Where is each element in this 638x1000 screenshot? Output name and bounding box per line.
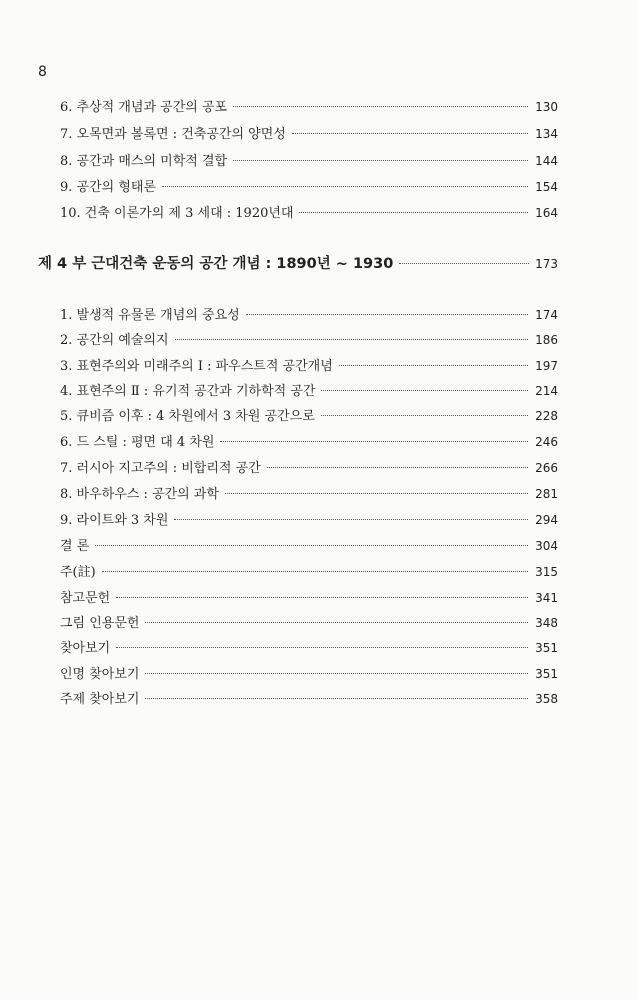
toc-entry-label: 7. 러시아 지고주의 : 비합리적 공간 [60, 461, 261, 476]
toc-entry [60, 152, 558, 170]
dot-leader [292, 133, 528, 134]
dot-leader [321, 390, 528, 391]
toc-entry [60, 639, 558, 657]
dot-leader [399, 263, 529, 264]
toc-entry-label: 6. 추상적 개념과 공간의 공포 [60, 100, 228, 115]
toc-entry [60, 459, 558, 477]
toc-entry-page: 186 [535, 333, 558, 347]
dot-leader [225, 493, 528, 494]
toc-entry-page: 174 [535, 308, 558, 322]
toc-entry-page: 358 [535, 692, 558, 706]
toc-entry-page: 164 [535, 206, 558, 220]
toc-entry-label: 주제 찾아보기 [60, 692, 140, 707]
toc-entry-page: 130 [535, 100, 558, 114]
toc-entry-label: 결 론 [60, 539, 90, 554]
dot-leader [145, 622, 528, 623]
toc-entry-label: 찾아보기 [60, 641, 111, 656]
toc-entry-page: 134 [535, 127, 558, 141]
toc-entry [60, 563, 558, 581]
toc-entry-page: 351 [535, 667, 558, 681]
toc-entry-page: 228 [535, 409, 558, 423]
toc-entry-label: 8. 공간과 매스의 미학적 결합 [60, 154, 228, 169]
part-heading-label: 제 4 부 근대건축 운동의 공간 개념 : 1890년 ~ 1930 [38, 256, 394, 272]
toc-entry-page: 348 [535, 616, 558, 630]
dot-leader [95, 545, 528, 546]
toc-entry [60, 589, 558, 607]
toc-entry-page: 281 [535, 487, 558, 501]
dot-leader [220, 441, 528, 442]
toc-entry-page: 304 [535, 539, 558, 553]
toc-entry-page: 246 [535, 435, 558, 449]
toc-entry [60, 537, 558, 555]
dot-leader [145, 698, 528, 699]
toc-entry-page: 351 [535, 641, 558, 655]
dot-leader [267, 467, 528, 468]
part-heading-page: 173 [535, 257, 558, 271]
toc-entry-label: 5. 큐비즘 이후 : 4 차원에서 3 차원 공간으로 [60, 409, 315, 424]
toc-entry-page: 266 [535, 461, 558, 475]
part-heading [38, 253, 558, 275]
toc-entry-page: 294 [535, 513, 558, 527]
toc-entry-page: 214 [535, 384, 558, 398]
toc-entry [60, 204, 558, 222]
toc-entry [60, 98, 558, 116]
toc-entry-label: 인명 찾아보기 [60, 667, 140, 682]
toc-entry [60, 690, 558, 708]
toc-entry [60, 485, 558, 503]
toc-entry [60, 665, 558, 683]
dot-leader [162, 186, 528, 187]
page-number: 8 [38, 64, 47, 80]
dot-leader [145, 673, 528, 674]
toc-entry-label: 4. 표현주의 Ⅱ : 유기적 공간과 기하학적 공간 [60, 384, 316, 399]
dot-leader [246, 314, 528, 315]
toc-entry [60, 306, 558, 324]
toc-entry-page: 315 [535, 565, 558, 579]
toc-entry-label: 주(註) [60, 565, 96, 580]
toc-entry [60, 614, 558, 632]
toc-entry [60, 382, 558, 400]
toc-entry [60, 125, 558, 143]
toc-entry-label: 9. 공간의 형태론 [60, 180, 157, 195]
dot-leader [339, 365, 528, 366]
dot-leader [116, 597, 528, 598]
dot-leader [174, 519, 528, 520]
dot-leader [299, 212, 528, 213]
dot-leader [175, 339, 528, 340]
toc-entry [60, 357, 558, 375]
toc-entry-page: 197 [535, 359, 558, 373]
toc-entry-label: 8. 바우하우스 : 공간의 과학 [60, 487, 219, 502]
toc-entry-label: 6. 드 스틸 : 평면 대 4 차원 [60, 435, 215, 450]
toc-entry-label: 2. 공간의 예술의지 [60, 333, 169, 348]
toc-entry-label: 참고문헌 [60, 591, 111, 606]
toc-entry [60, 407, 558, 425]
dot-leader [233, 106, 528, 107]
dot-leader [116, 647, 528, 648]
toc-entry-label: 1. 발생적 유물론 개념의 중요성 [60, 308, 240, 323]
toc-entry [60, 178, 558, 196]
toc-entry-label: 그림 인용문헌 [60, 616, 140, 631]
toc-entry-page: 341 [535, 591, 558, 605]
toc-entry-label: 9. 라이트와 3 차원 [60, 513, 169, 528]
toc-entry-page: 144 [535, 154, 558, 168]
toc-entry [60, 511, 558, 529]
dot-leader [233, 160, 528, 161]
dot-leader [321, 415, 528, 416]
dot-leader [102, 571, 528, 572]
toc-entry-label: 3. 표현주의와 미래주의 Ⅰ : 파우스트적 공간개념 [60, 359, 333, 374]
toc-entry-label: 10. 건축 이론가의 제 3 세대 : 1920년대 [60, 206, 294, 221]
toc-entry [60, 433, 558, 451]
toc-entry-label: 7. 오목면과 볼록면 : 건축공간의 양면성 [60, 127, 286, 142]
toc-entry-page: 154 [535, 180, 558, 194]
toc-entry [60, 331, 558, 349]
